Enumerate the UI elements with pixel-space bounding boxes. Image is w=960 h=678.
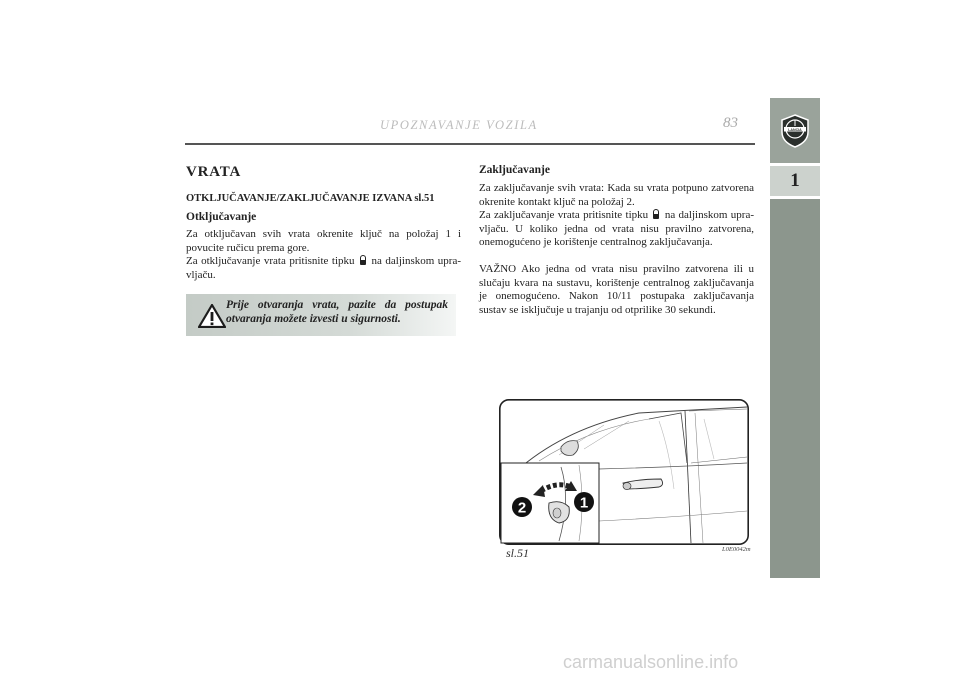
running-header-title: UPOZNAVANJE VOZILA (380, 118, 538, 132)
lock-heading: Zaključavanje (479, 164, 550, 176)
header-rule (185, 143, 755, 145)
padlock-icon (360, 260, 366, 265)
figure-code: L0E0042m (722, 546, 751, 553)
warning-triangle-icon (198, 304, 226, 328)
lock-text-1: Za zaključavanje svih vrata: Kada su vrata potpuno zatvorena okrenite kontakt ključ na položaj 2. (479, 182, 754, 208)
watermark: carmanualsonline.info (563, 652, 739, 672)
unlock-heading: Otključavanje (186, 211, 257, 223)
lock-text-2b: na daljinskom upravljaču. U koliko jedna od vrata nisu pravilno zatvorena, onemogućeno je korištenje centralnog zaključavanja. (479, 209, 754, 248)
callout-1: 1 (579, 494, 589, 512)
logo-lettering: LANCIA (788, 127, 802, 132)
door-lock-illustration (499, 399, 749, 545)
warning-box (186, 294, 456, 336)
lancia-logo-icon (780, 114, 810, 148)
unlock-paragraph (186, 228, 461, 282)
callout-2: 2 (517, 499, 527, 517)
unlock-text-2a: Za otključavanje vrata pritisnite tipku (186, 255, 355, 267)
chapter-number: 1 (770, 166, 820, 196)
warning-text: Prije otvaranja vrata, pazite da postupak otvaranja možete izvesti u sigurnosti. (226, 299, 448, 325)
unlock-text-1: Za otključavan svih vrata okrenite ključ na položaj 1 i povucite ručicu prema gore. (186, 228, 461, 254)
important-note: VAŽNO Ako jedna od vrata nisu pravilno zatvorena ili u slučaju kvara na sustavu, korištenje centralnog zaključavanja je onemogućeno. Nakon 10/11 postupaka zaključavanja sustav se isključuje u trajanju od otprilike 30 sekundi. (479, 263, 754, 316)
lock-text-2a: Za zaključavanje vrata pritisnite tipku (479, 209, 649, 221)
side-tab-divider (770, 196, 820, 199)
section-title: VRATA (186, 164, 242, 180)
subsection-heading: OTKLJUČAVANJE/ZAKLJUČAVANJE IZVANA sl.51 (186, 193, 435, 204)
padlock-icon (653, 214, 659, 219)
unlock-text-2b: na daljinskom upravljaču. (186, 255, 462, 281)
figure-caption: sl.51 (506, 546, 530, 560)
page-number: 83 (723, 115, 738, 131)
lock-paragraph (479, 182, 754, 250)
